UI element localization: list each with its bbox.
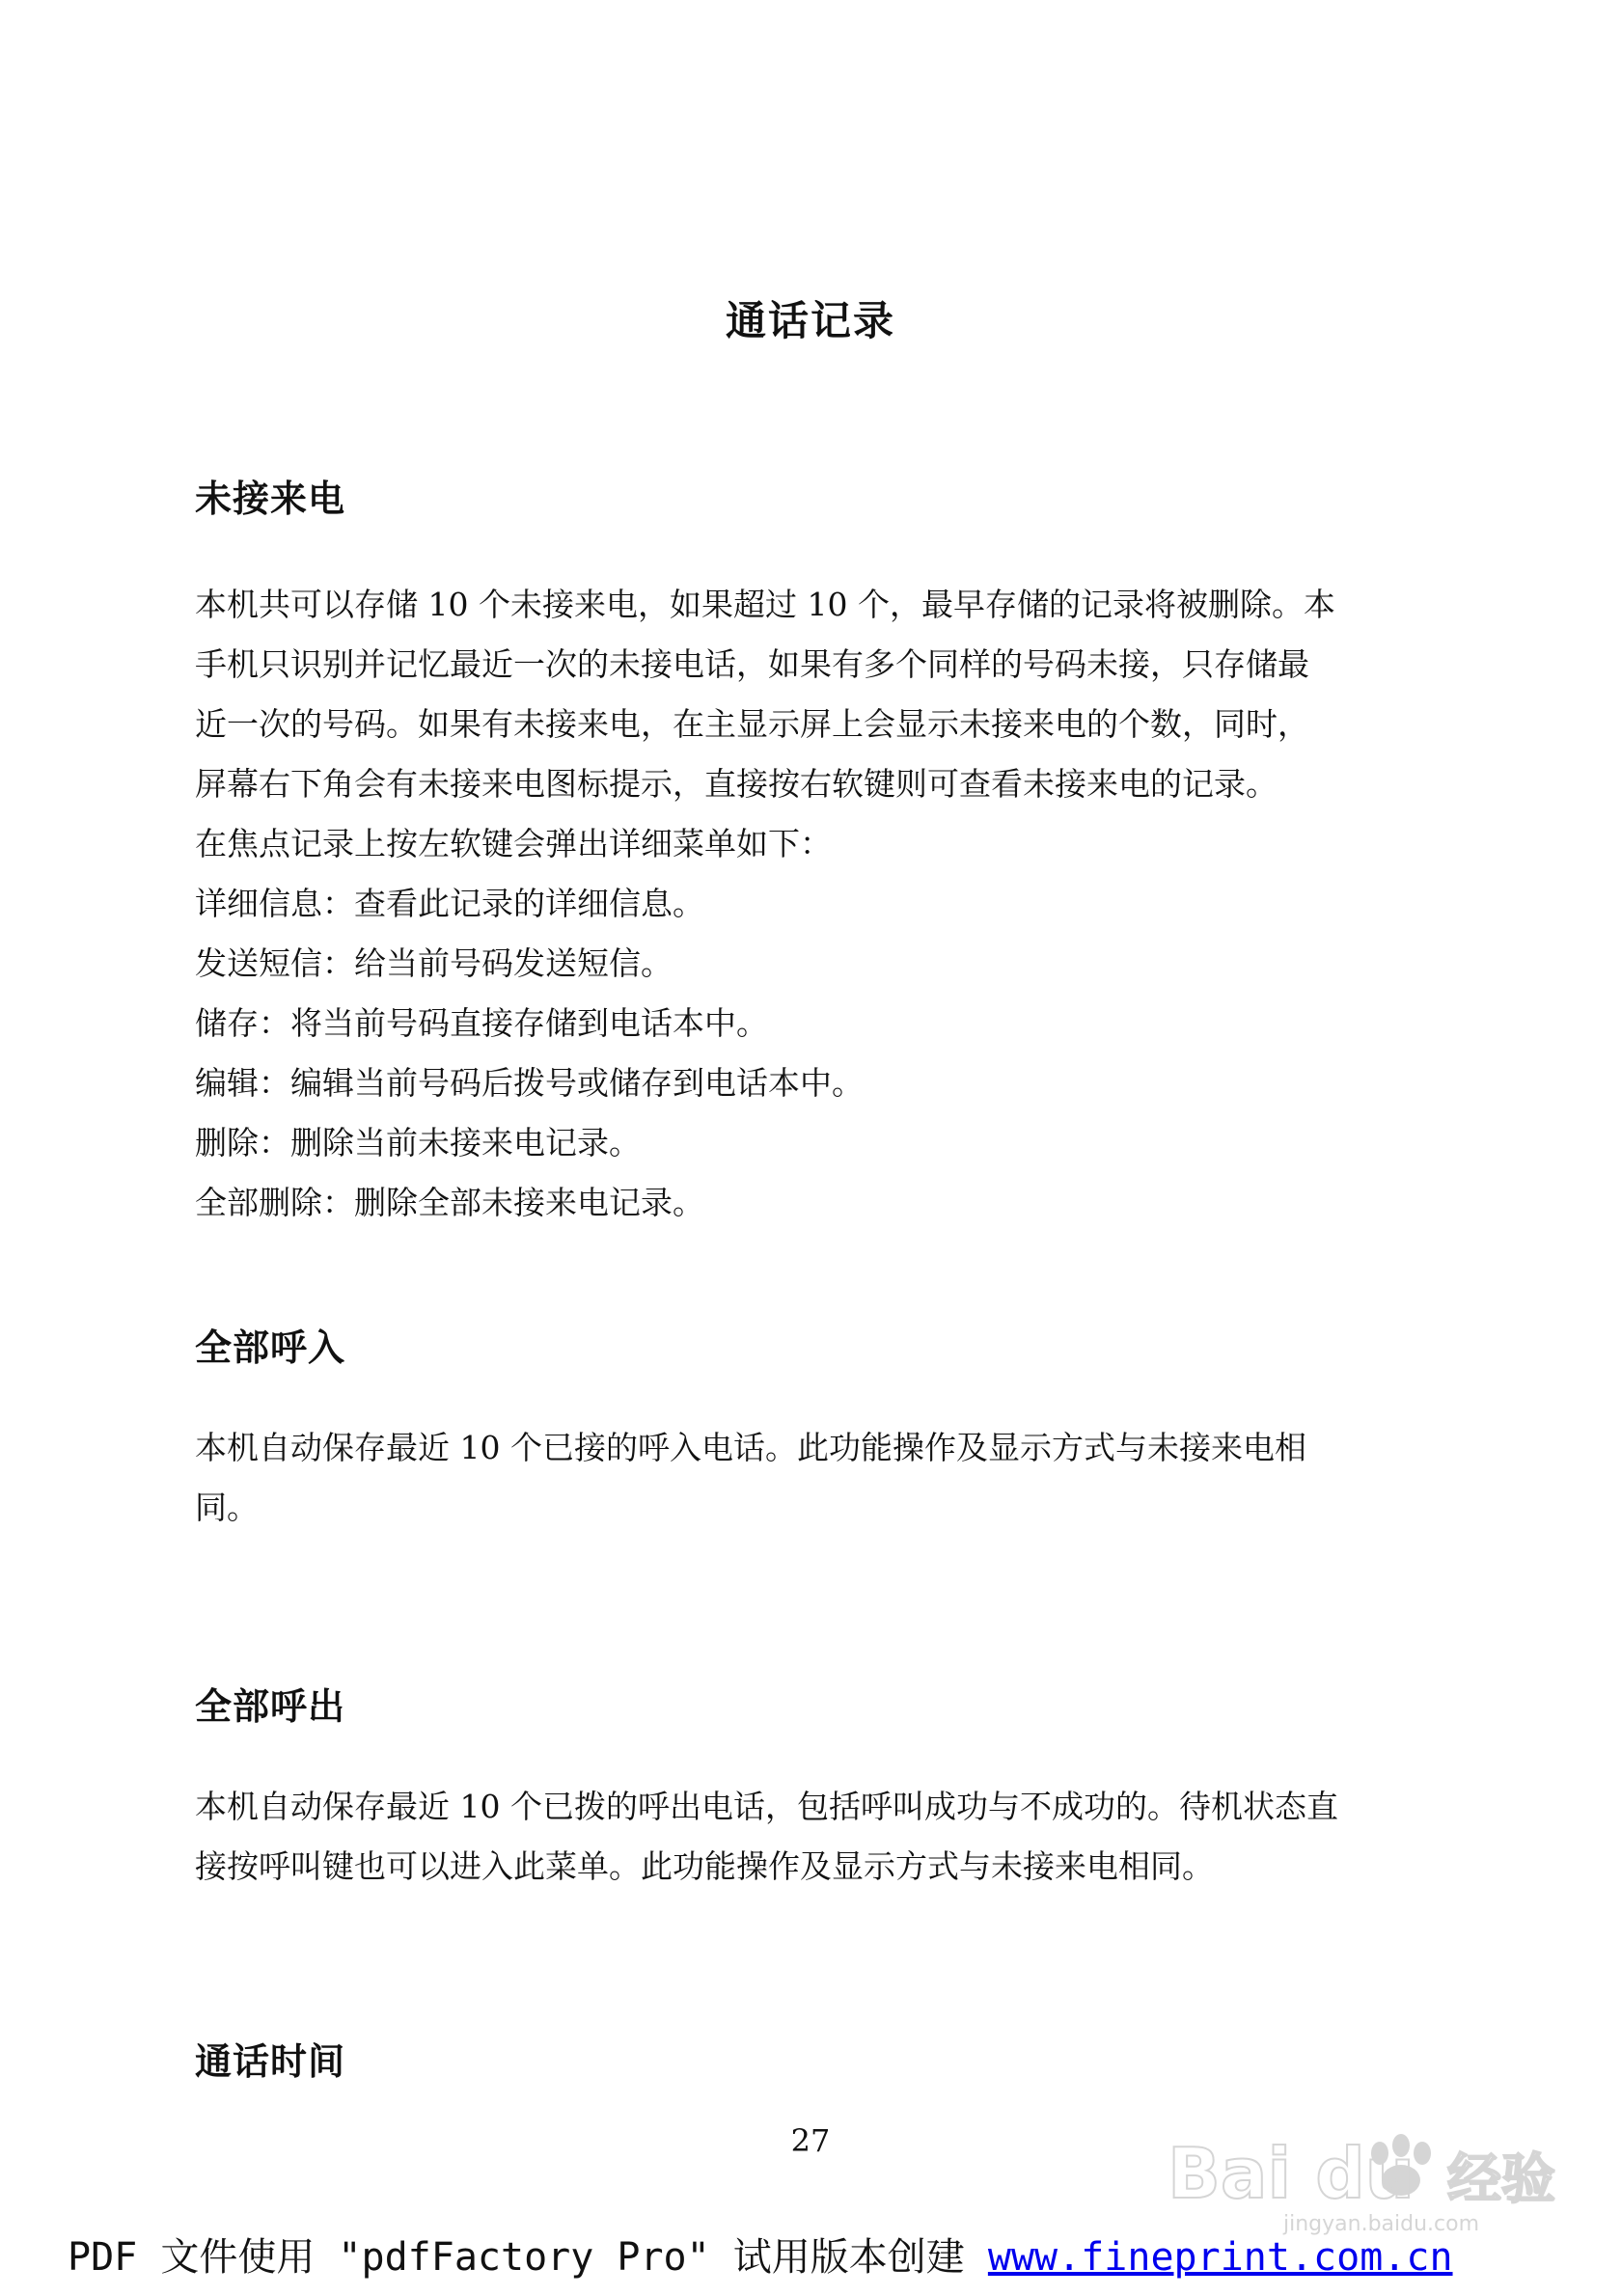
body-line: 本机自动保存最近 10 个已接的呼入电话。此功能操作及显示方式与未接来电相 [195,1429,1306,1466]
section-heading-all-outgoing: 全部呼出 [195,1685,346,1728]
page-title: 通话记录 [725,297,895,344]
body-line: 详细信息：查看此记录的详细信息。 [195,885,704,922]
body-line: 本机共可以存储 10 个未接来电，如果超过 10 个，最早存储的记录将被删除。本 [195,586,1335,623]
baidu-jingyan-watermark [1158,2122,1582,2238]
watermark-jingyan-text: 经验 [1447,2148,1555,2211]
footer-text: PDF 文件使用 "pdfFactory Pro" 试用版本创建 [68,2235,988,2280]
body-line: 同。 [195,1489,259,1526]
body-line: 接按呼叫键也可以进入此菜单。此功能操作及显示方式与未接来电相同。 [195,1847,1214,1885]
section-body-all-outgoing [195,1777,1440,1897]
watermark-url-text: jingyan.baidu.com [1283,2212,1480,2236]
section-heading-all-incoming: 全部呼入 [195,1326,346,1369]
body-line: 屏幕右下角会有未接来电图标提示，直接按右软键则可查看未接来电的记录。 [195,765,1278,803]
body-line: 全部删除：删除全部未接来电记录。 [195,1184,704,1221]
body-line: 近一次的号码。如果有未接来电，在主显示屏上会显示未接来电的个数，同时， [195,705,1309,743]
body-line: 发送短信：给当前号码发送短信。 [195,944,673,982]
body-line: 储存：将当前号码直接存储到电话本中。 [195,1004,768,1042]
body-line: 本机自动保存最近 10 个已拨的呼出电话，包括呼叫成功与不成功的。待机状态直 [195,1788,1338,1825]
page-number: 27 [790,2122,831,2159]
body-line: 在焦点记录上按左软键会弹出详细菜单如下： [195,825,832,862]
pdffactory-footer [68,2227,1573,2282]
body-line: 手机只识别并记忆最近一次的未接电话，如果有多个同样的号码未接，只存储最 [195,645,1309,683]
section-body-all-incoming [195,1418,1440,1538]
body-line: 删除：删除当前未接来电记录。 [195,1124,641,1162]
watermark-brand-text: Bai du [1168,2133,1415,2214]
body-line: 编辑：编辑当前号码后拨号或储存到电话本中。 [195,1064,864,1102]
section-heading-call-time: 通话时间 [195,2040,346,2083]
fineprint-link[interactable]: www.fineprint.com.cn [987,2235,1453,2280]
section-heading-missed-calls: 未接来电 [195,478,346,520]
section-body-missed-calls [195,575,1440,1233]
